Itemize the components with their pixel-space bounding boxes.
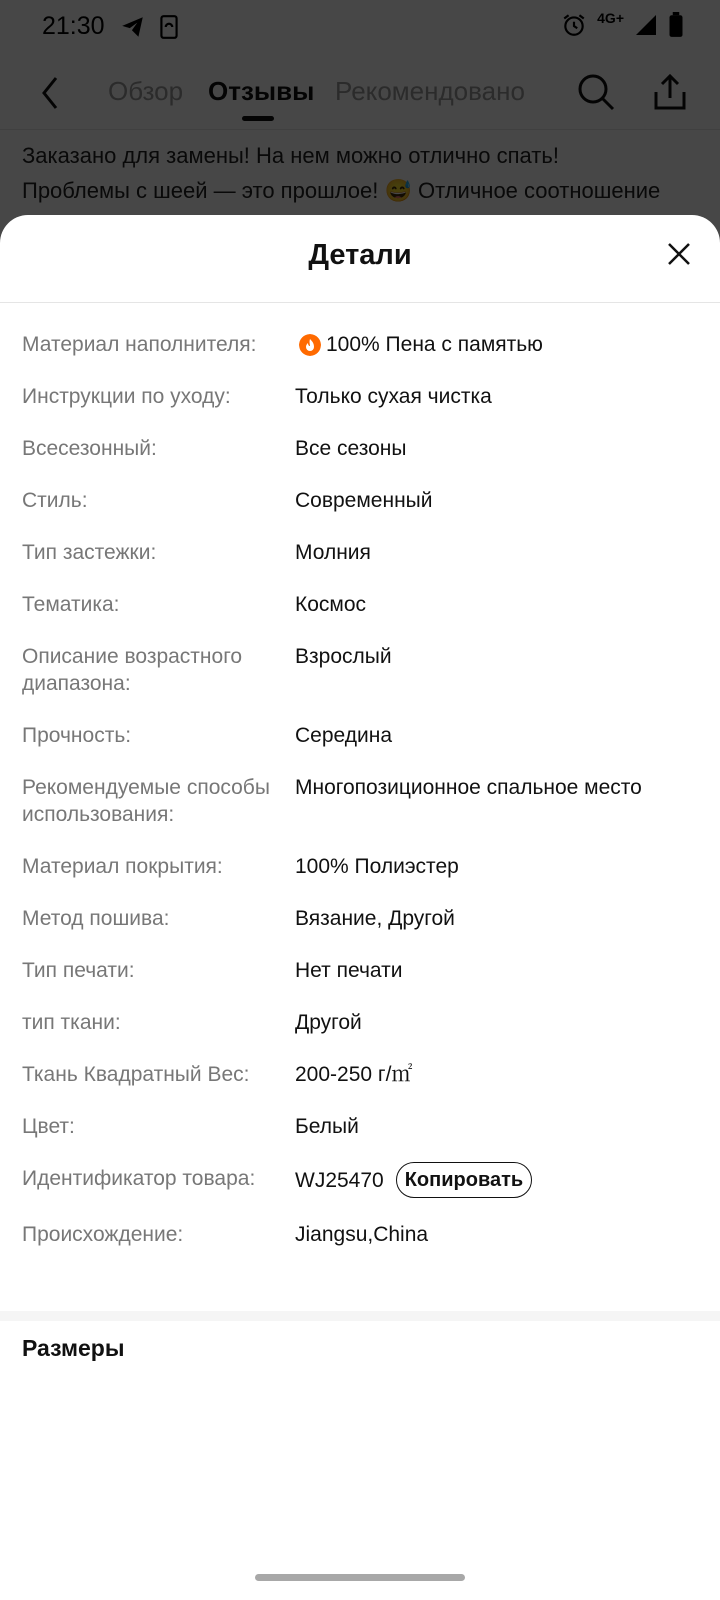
detail-label: Описание возрастного диапазона: <box>22 645 243 695</box>
detail-value: Вязание, Другой <box>295 907 455 930</box>
detail-row <box>22 643 720 697</box>
detail-label: Цвет: <box>22 1115 75 1138</box>
detail-row <box>22 1061 720 1088</box>
detail-label: Инструкции по уходу: <box>22 385 231 408</box>
detail-label: Идентификатор товара: <box>22 1167 256 1190</box>
detail-label: Материал покрытия: <box>22 855 223 878</box>
detail-row <box>22 774 720 828</box>
detail-row <box>22 1009 720 1036</box>
detail-row <box>22 722 720 749</box>
detail-label: Тематика: <box>22 593 120 616</box>
detail-value: Середина <box>295 724 393 747</box>
detail-label: Прочность: <box>22 724 132 747</box>
detail-row <box>22 957 720 984</box>
detail-value: Нет печати <box>295 959 403 982</box>
detail-value: Молния <box>295 541 371 564</box>
detail-value: Только сухая чистка <box>295 385 492 408</box>
details-sheet <box>0 215 720 1600</box>
detail-row <box>22 1221 720 1248</box>
detail-row <box>22 591 720 618</box>
detail-value: Многопозиционное спальное место <box>295 776 642 799</box>
detail-label: Ткань Квадратный Вес: <box>22 1063 250 1086</box>
detail-label: Метод пошива: <box>22 907 170 930</box>
fire-icon <box>299 334 321 356</box>
detail-value-text: 100% Пена с памятью <box>326 333 543 356</box>
detail-row <box>22 853 720 880</box>
detail-row <box>22 435 720 462</box>
detail-label: тип ткани: <box>22 1011 121 1034</box>
detail-row <box>22 383 720 410</box>
detail-value: Белый <box>295 1115 359 1138</box>
details-list <box>0 303 720 1248</box>
section-separator <box>0 1311 720 1321</box>
detail-label: Всесезонный: <box>22 437 157 460</box>
detail-value: 100% Полиэстер <box>295 855 459 878</box>
detail-value <box>295 1162 720 1198</box>
detail-label: Материал наполнителя: <box>22 333 257 356</box>
detail-value: Jiangsu,China <box>295 1223 429 1246</box>
detail-value: Все сезоны <box>295 437 407 460</box>
detail-label: Тип печати: <box>22 959 135 982</box>
detail-row <box>22 539 720 566</box>
detail-row <box>22 331 720 358</box>
detail-row <box>22 1113 720 1140</box>
detail-value: Другой <box>295 1011 362 1034</box>
close-icon[interactable] <box>666 241 692 267</box>
sheet-title: Детали <box>308 239 412 271</box>
home-indicator[interactable] <box>255 1574 465 1581</box>
detail-value: Взрослый <box>295 645 392 668</box>
detail-row <box>22 905 720 932</box>
detail-value: 200-250 г/㎡ <box>295 1063 413 1086</box>
detail-label: Стиль: <box>22 489 88 512</box>
detail-row <box>22 1165 720 1201</box>
detail-value: Космос <box>295 593 367 616</box>
detail-label: Происхождение: <box>22 1223 184 1246</box>
detail-value: Современный <box>295 489 433 512</box>
sheet-header <box>0 215 720 303</box>
detail-row <box>22 487 720 514</box>
product-id: WJ25470 <box>295 1168 384 1192</box>
copy-button[interactable]: Копировать <box>396 1162 532 1198</box>
sizes-section-title: Размеры <box>22 1335 125 1361</box>
detail-value <box>295 331 720 358</box>
detail-label: Тип застежки: <box>22 541 157 564</box>
detail-label: Рекомендуемые способы использования: <box>22 776 270 826</box>
